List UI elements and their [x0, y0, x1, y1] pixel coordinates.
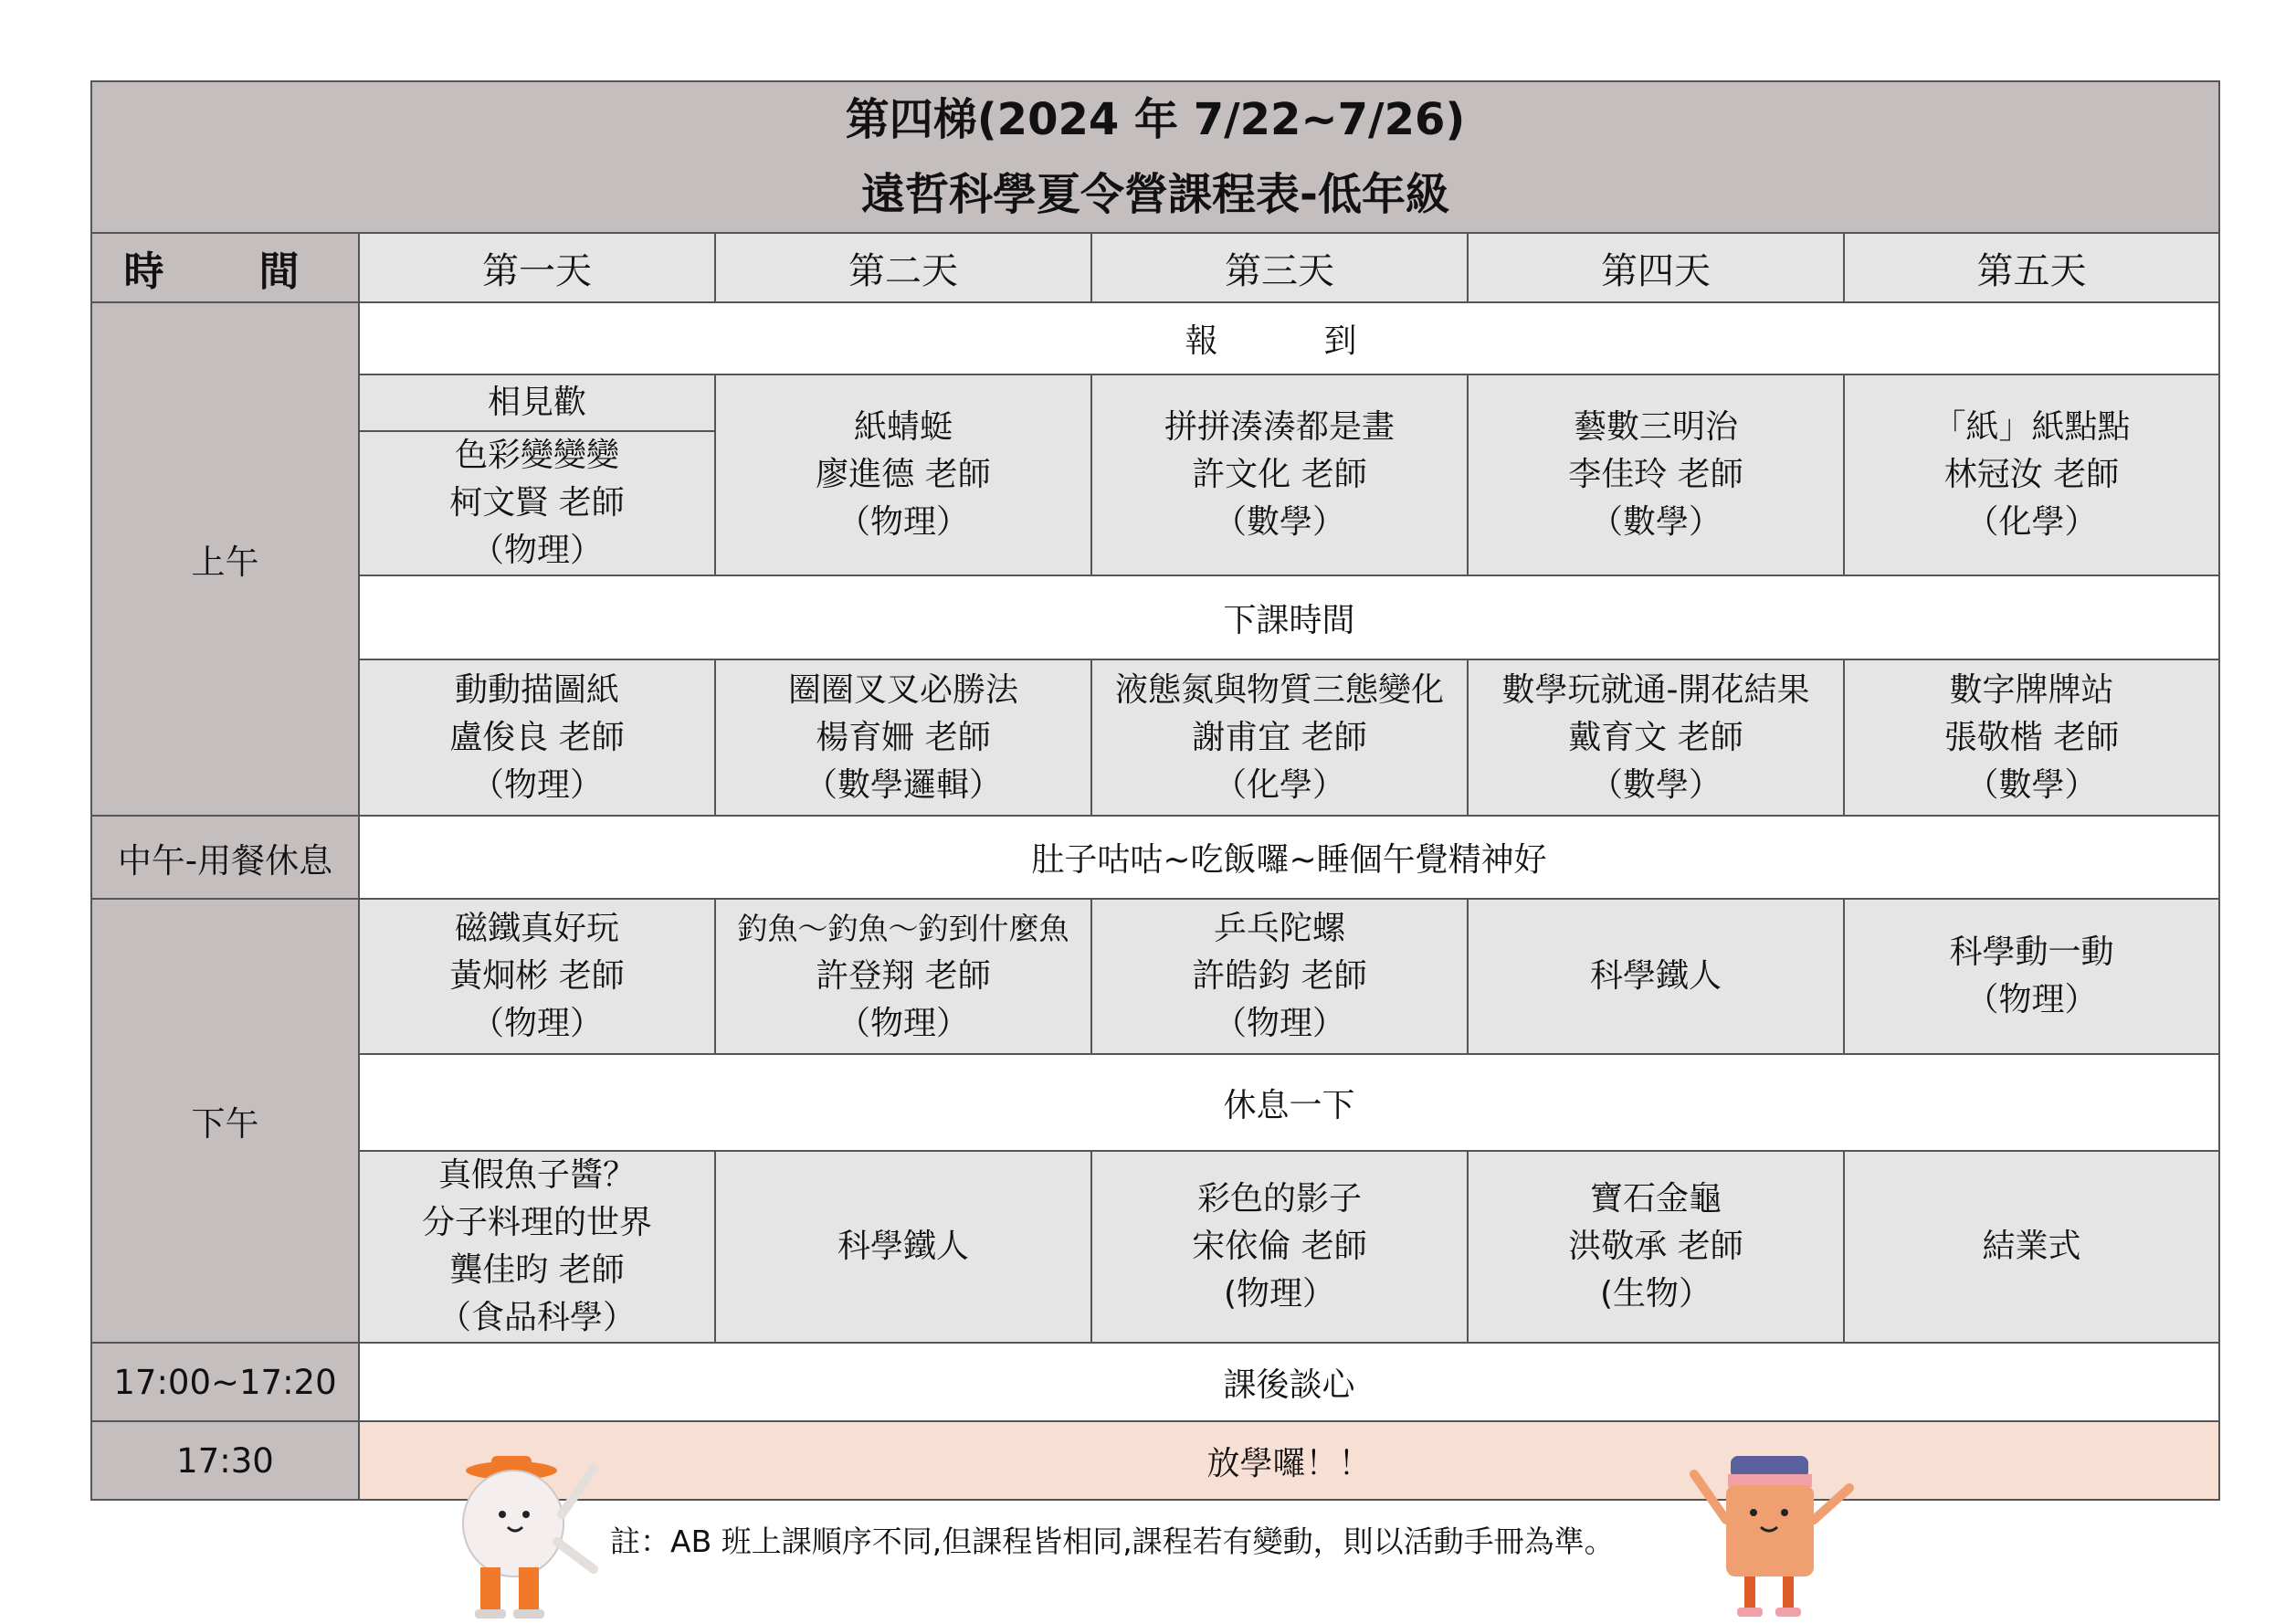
- course-teacher: 黃炯彬 老師: [449, 957, 625, 995]
- course-subject: （數學）: [1589, 765, 1722, 804]
- course-name: 「紙」紙點點: [1933, 408, 2131, 446]
- morning1-day2: [715, 374, 1091, 575]
- course-subject: （物理）: [470, 532, 603, 569]
- course-teacher: 許皓鈞 老師: [1192, 957, 1367, 995]
- morning1-day4: [1468, 374, 1844, 575]
- morning2-day4: [1468, 659, 1844, 816]
- course-teacher: 戴育文 老師: [1568, 718, 1743, 756]
- course-subject: （數學）: [1589, 503, 1722, 541]
- course-subject: (生物）: [1599, 1275, 1712, 1313]
- course-subject: （物理）: [1213, 1005, 1345, 1042]
- course-teacher: 柯文賢 老師: [449, 484, 625, 522]
- course-subject: （物理）: [837, 1005, 969, 1042]
- course-name: 結業式: [1982, 1228, 2081, 1265]
- period-morning: 上午: [91, 302, 359, 816]
- checkin-row: [359, 302, 2219, 374]
- course-subject: （化學）: [1965, 503, 2098, 541]
- course-name: 彩色的影子: [1196, 1180, 1362, 1218]
- morning-break: 下課時間: [359, 575, 2219, 659]
- course-name: 數字牌牌站: [1949, 670, 2114, 709]
- course-teacher: 許登翔 老師: [816, 957, 991, 995]
- afternoon1-day2: [715, 899, 1091, 1054]
- block-mascot-icon: [1680, 1447, 1863, 1620]
- course-name: 數學玩就通-開花結果: [1501, 670, 1810, 709]
- header-day-2: 第二天: [715, 233, 1091, 302]
- course-teacher: 廖進德 老師: [816, 456, 991, 493]
- header-day-5: 第五天: [1844, 233, 2219, 302]
- course-subject: （化學）: [1213, 765, 1345, 804]
- course-subject: （物理）: [1965, 981, 2098, 1018]
- course-subject: （數學）: [1213, 503, 1345, 541]
- footnote: 註：AB 班上課順序不同,但課程皆相同,課程若有變動，則以活動手冊為準。: [610, 1524, 1615, 1559]
- course-name: 液態氮與物質三態變化: [1114, 670, 1444, 709]
- egg-mascot-icon: [448, 1450, 607, 1624]
- course-subject: （物理）: [470, 1005, 603, 1042]
- morning1-day3: [1091, 374, 1468, 575]
- course-subject: （物理）: [837, 503, 969, 541]
- afternoon2-day1: [359, 1151, 715, 1343]
- course-subject: （數學）: [1965, 765, 2098, 804]
- course-name: 乒乓陀螺: [1213, 910, 1345, 947]
- header-day-1: 第一天: [359, 233, 715, 302]
- course-teacher: 龔佳昀 老師: [449, 1251, 625, 1289]
- course-teacher: 謝甫宜 老師: [1192, 718, 1367, 756]
- afternoon-break: 休息一下: [359, 1054, 2219, 1151]
- header-day-4: 第四天: [1468, 233, 1844, 302]
- morning2-day2: [715, 659, 1091, 816]
- title-line-2: 遠哲科學夏令營課程表-低年級: [861, 169, 1449, 220]
- morning2-day3: [1091, 659, 1468, 816]
- course-name: 科學鐵人: [837, 1228, 969, 1265]
- course-subject: （食品科學）: [437, 1299, 636, 1336]
- schedule-title: [91, 81, 2219, 233]
- course-subject: (物理）: [1223, 1275, 1336, 1313]
- course-teacher: 盧俊良 老師: [449, 718, 625, 756]
- afternoon1-day1: [359, 899, 715, 1054]
- course-subject: （物理）: [470, 765, 603, 804]
- course-name: 色彩變變變: [454, 437, 619, 474]
- course-teacher: 許文化 老師: [1192, 456, 1367, 493]
- period-end-time: 17:30: [91, 1421, 359, 1500]
- period-afternoon: 下午: [91, 899, 359, 1343]
- course-subject: （數學邏輯）: [804, 765, 1002, 804]
- talk-text: 課後談心: [359, 1343, 2219, 1421]
- afternoon2-day5: [1844, 1151, 2219, 1343]
- header-time: 時 間: [91, 233, 359, 302]
- afternoon2-day4: [1468, 1151, 1844, 1343]
- afternoon1-day4: [1468, 899, 1844, 1054]
- morning1-day1: [359, 431, 715, 575]
- course-teacher: 李佳玲 老師: [1568, 456, 1743, 493]
- course-name: 磁鐵真好玩: [454, 910, 619, 947]
- course-teacher: 宋依倫 老師: [1192, 1228, 1367, 1265]
- morning2-day1: [359, 659, 715, 816]
- period-noon: 中午-用餐休息: [91, 816, 359, 899]
- checkin-label: 報 到: [1185, 322, 1394, 360]
- course-name: 動動描圖紙: [454, 670, 619, 709]
- course-name: 紙蜻蜓: [853, 408, 953, 446]
- title-line-1: 第四梯(2024 年 7/22~7/26): [845, 94, 1466, 145]
- header-day-3: 第三天: [1091, 233, 1468, 302]
- schedule-table: [90, 80, 2220, 1501]
- morning2-day5: [1844, 659, 2219, 816]
- day1-welcome: 相見歡: [359, 374, 715, 431]
- afternoon2-day3: [1091, 1151, 1468, 1343]
- morning1-day5: [1844, 374, 2219, 575]
- course-name: 釣魚～釣魚～釣到什麼魚: [737, 911, 1069, 946]
- course-name: 科學鐵人: [1589, 957, 1722, 995]
- afternoon2-day2: [715, 1151, 1091, 1343]
- course-name: 拼拼湊湊都是畫: [1164, 408, 1395, 446]
- course-name: 圈圈叉叉必勝法: [787, 670, 1018, 709]
- course-name: 藝數三明治: [1573, 408, 1738, 446]
- course-name: 真假魚子醬？: [437, 1156, 636, 1194]
- course-teacher: 洪敬承 老師: [1568, 1228, 1743, 1265]
- course-teacher: 張敬楷 老師: [1943, 718, 2120, 756]
- course-teacher: 楊育姍 老師: [816, 718, 991, 756]
- afternoon1-day5: [1844, 899, 2219, 1054]
- afternoon1-day3: [1091, 899, 1468, 1054]
- noon-text: 肚子咕咕~吃飯囉~睡個午覺精神好: [359, 816, 2219, 899]
- course-name: 寶石金龜: [1589, 1180, 1722, 1218]
- course-teacher: 林冠汝 老師: [1943, 456, 2120, 493]
- dismiss-text: 放學囉！！: [359, 1421, 2219, 1500]
- period-talk-time: 17:00~17:20: [91, 1343, 359, 1421]
- course-name: 科學動一動: [1949, 933, 2114, 971]
- course-name-2: 分子料理的世界: [421, 1204, 652, 1241]
